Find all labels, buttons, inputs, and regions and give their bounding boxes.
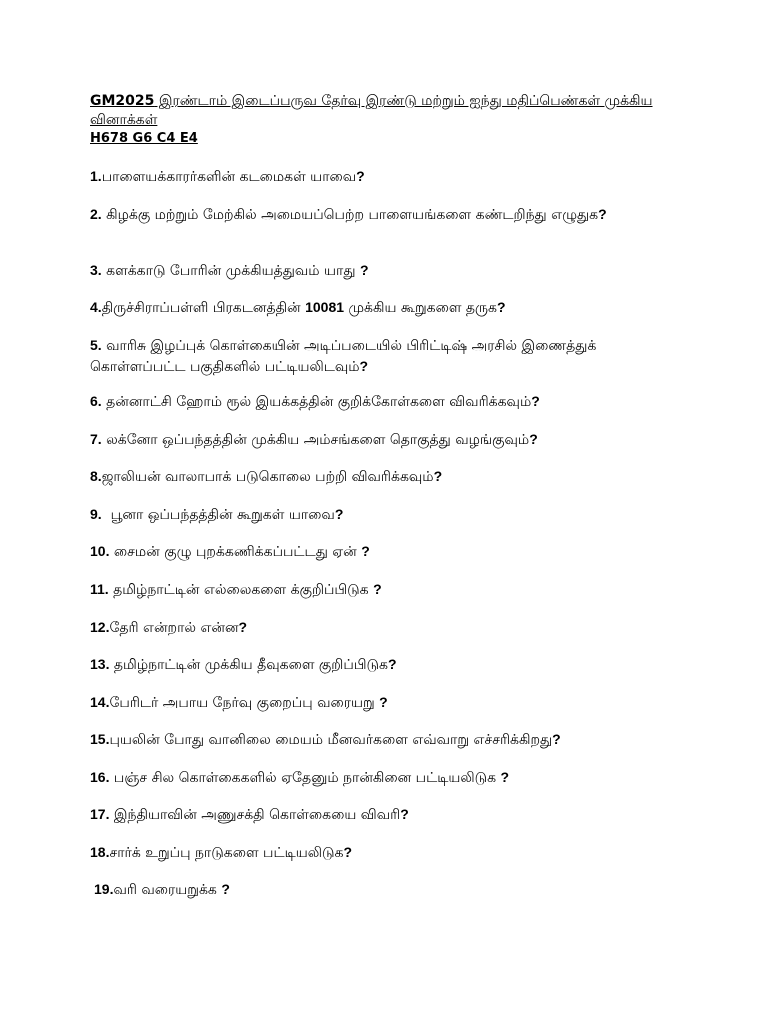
question-2: 2. கிழக்கு மற்றும் மேற்கில் அமையப்பெற்ற பாளையங்களை கண்டறிந்து எழுதுக? [90, 206, 607, 223]
question-4: 4.திருச்சிராப்பள்ளி பிரகடனத்தின் 10081 முக்கிய கூறுகளை தருக? [90, 299, 506, 316]
question-19: 19.வரி வரையறுக்க ? [94, 881, 230, 898]
question-14: 14.பேரிடர் அபாய நேர்வு குறைப்பு வரையறு ? [90, 694, 388, 711]
question-15: 15.புயலின் போது வானிலை மையம் மீனவர்களை எவ்வாறு எச்சரிக்கிறது? [90, 731, 561, 748]
question-17: 17. இந்தியாவின் அணுசக்தி கொள்கையை விவரி? [90, 806, 409, 823]
question-3: 3. களக்காடு போரின் முக்கியத்துவம் யாது ? [90, 262, 369, 279]
question-8: 8.ஜாலியன் வாலாபாக் படுகொலை பற்றி விவரிக்கவும்? [90, 468, 443, 485]
exam-code: GM2025 [90, 93, 155, 109]
question-18: 18.சார்க் உறுப்பு நாடுகளை பட்டியலிடுக? [90, 844, 353, 861]
question-1: 1.பாளையக்காரர்களின் கடமைகள் யாவை? [90, 168, 365, 185]
question-13: 13. தமிழ்நாட்டின் முக்கிய தீவுகளை குறிப்பிடுக? [90, 656, 397, 673]
question-5: 5. வாரிசு இழப்புக் கொள்கையின் அடிப்படையில் பிரிட்டிஷ் அரசில் இணைத்துக் கொள்ளப்பட்ட பகுதிகளில் பட்டியலிடவும்? [90, 337, 597, 375]
subject-codes: H678 G6 C4 E4 [90, 131, 198, 146]
title-text: இரண்டாம் இடைப்பருவ தேர்வு இரண்டு மற்றும் ஐந்து மதிப்பெண்கள் முக்கிய வினாக்கள் [90, 93, 653, 128]
question-12: 12.தேரி என்றால் என்ன? [90, 619, 248, 636]
document-header [90, 92, 710, 148]
question-7: 7. லக்னோ ஒப்பந்தத்தின் முக்கிய அம்சங்களை தொகுத்து வழங்குவும்? [90, 431, 538, 448]
question-10: 10. சைமன் குழு புறக்கணிக்கப்பட்டது ஏன் ? [90, 543, 370, 560]
question-16: 16. பஞ்ச சில கொள்கைகளில் ஏதேனும் நான்கினை பட்டியலிடுக ? [90, 769, 510, 786]
question-9: 9. பூனா ஒப்பந்தத்தின் கூறுகள் யாவை? [90, 506, 344, 523]
question-11: 11. தமிழ்நாட்டின் எல்லைகளை க்குறிப்பிடுக ? [90, 581, 382, 598]
document-title [90, 92, 710, 130]
question-6: 6. தன்னாட்சி ஹோம் ரூல் இயக்கத்தின் குறிக்கோள்களை விவரிக்கவும்? [90, 393, 540, 410]
